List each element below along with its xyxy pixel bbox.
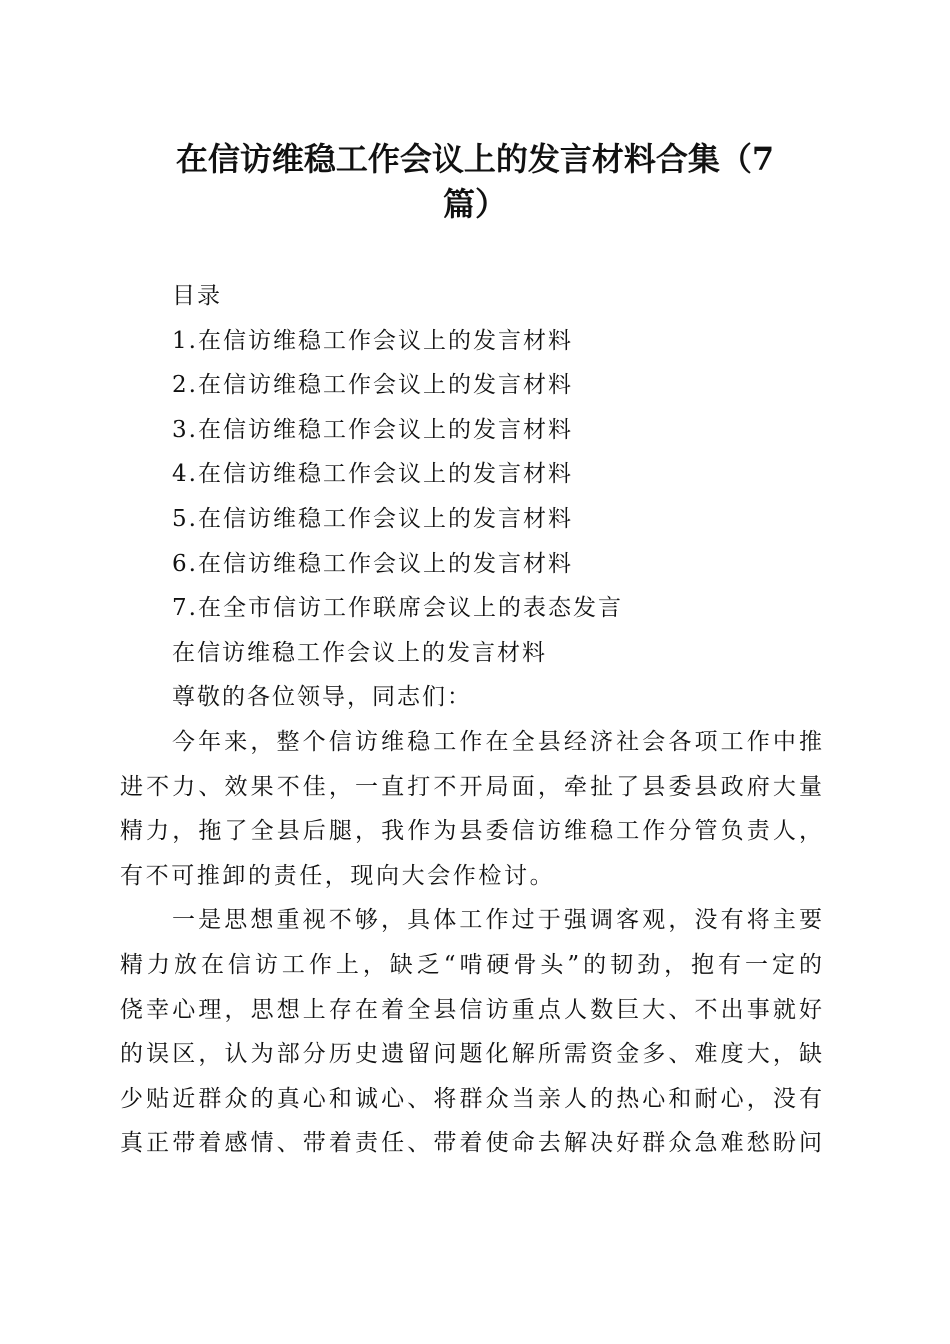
toc-item: 5.在信访维稳工作会议上的发言材料 [172,505,573,532]
toc-item: 6.在信访维稳工作会议上的发言材料 [172,550,573,577]
paragraph [120,720,822,898]
paragraph-line: 的误区，认为部分历史遗留问题化解所需资金多、难度大，缺 [120,1041,822,1068]
toc-item: 4.在信访维稳工作会议上的发言材料 [172,461,573,488]
paragraph-line: 精力，拖了全县后腿，我作为县委信访维稳工作分管负责人， [120,818,822,845]
salutation: 尊敬的各位领导，同志们： [172,684,472,711]
paragraph [120,898,822,1166]
paragraph-line: 精力放在信访工作上，缺乏“啃硬骨头”的韧劲，抱有一定的 [120,951,822,978]
toc-item: 7.在全市信访工作联席会议上的表态发言 [172,595,623,622]
toc-item: 3.在信访维稳工作会议上的发言材料 [172,416,573,443]
paragraph-line: 少贴近群众的真心和诚心、将群众当亲人的热心和耐心，没有 [120,1085,822,1112]
document-title-line-1: 在信访维稳工作会议上的发言材料合集（7 [175,140,775,178]
paragraph-line: 真正带着感情、带着责任、带着使命去解决好群众急难愁盼问 [120,1130,822,1157]
paragraph-line: 一是思想重视不够，具体工作过于强调客观，没有将主要 [172,907,822,934]
toc-item: 2.在信访维稳工作会议上的发言材料 [172,372,573,399]
document-title-line-2: 篇） [442,185,507,223]
document-body [120,274,822,1166]
paragraph-line: 有不可推卸的责任，现向大会作检讨。 [120,862,556,889]
toc-item: 1.在信访维稳工作会议上的发言材料 [172,327,573,354]
paragraph-line: 今年来，整个信访维稳工作在全县经济社会各项工作中推 [172,728,822,755]
toc-heading: 目录 [172,283,222,309]
section-title: 在信访维稳工作会议上的发言材料 [172,639,547,666]
paragraph-line: 侥幸心理，思想上存在着全县信访重点人数巨大、不出事就好 [120,996,822,1023]
paragraph-line: 进不力、效果不佳，一直打不开局面，牵扯了县委县政府大量 [120,773,822,800]
